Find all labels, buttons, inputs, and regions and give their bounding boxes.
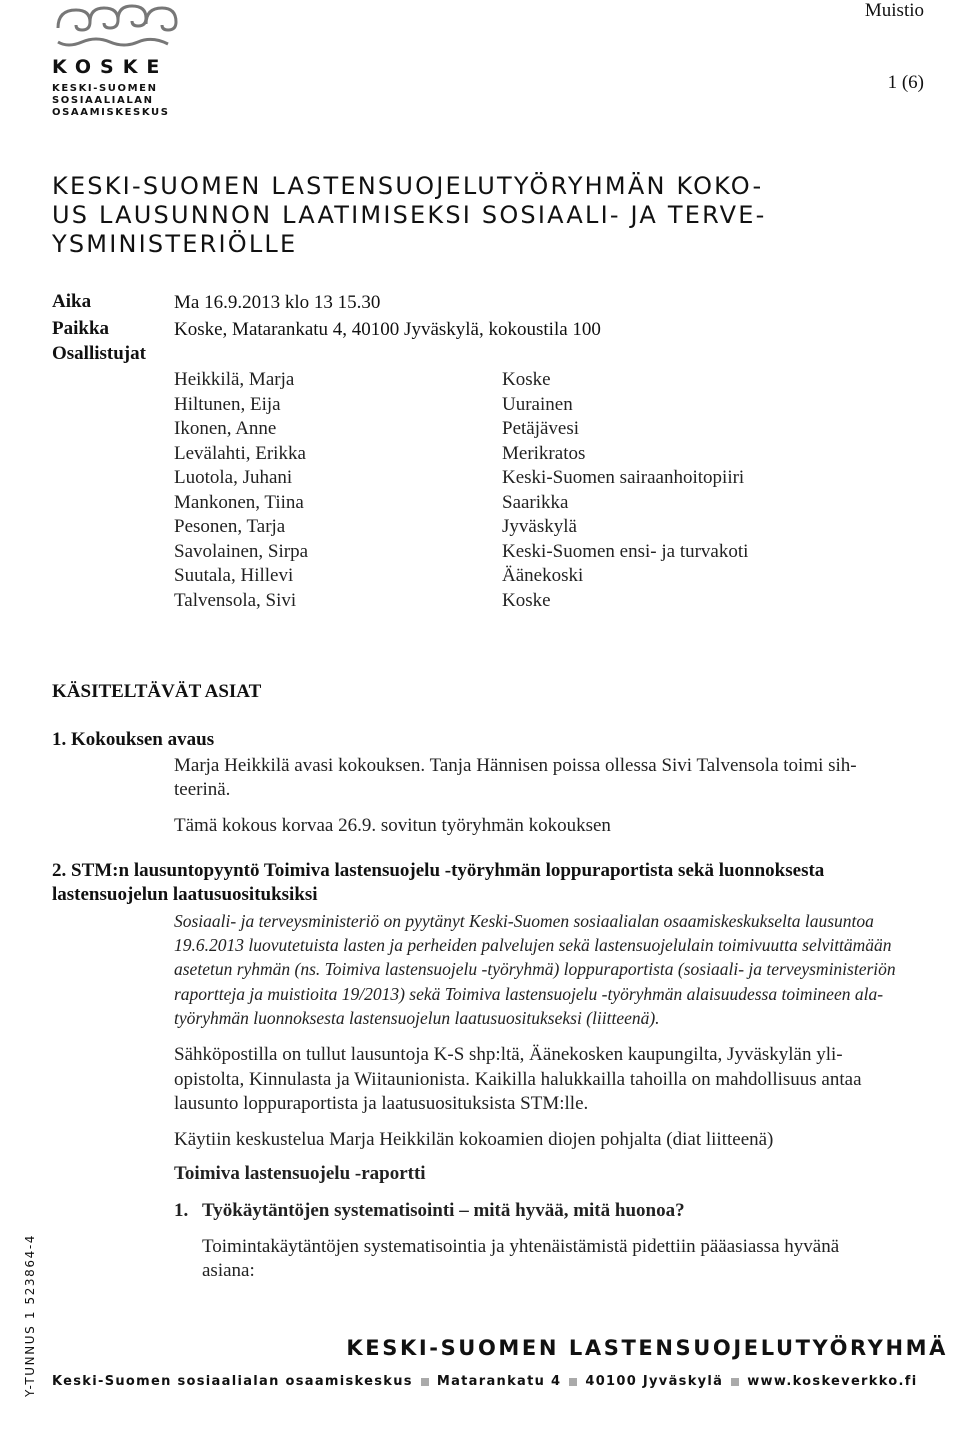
section-1-para-2: Tämä kokous korvaa 26.9. sovitun työryhmän kokouksen bbox=[174, 815, 611, 836]
section-2-italic-line-5: työryhmän luonnoksesta lastensuojelun laatusuositukseksi (liitteenä). bbox=[174, 1008, 660, 1028]
participant-name: Mankonen, Tiina bbox=[174, 492, 304, 513]
logo-line-2: SOSIAALIALAN bbox=[52, 95, 154, 106]
aika-value: Ma 16.9.2013 klo 13 15.30 bbox=[174, 292, 381, 313]
participant-org: Keski-Suomen ensi- ja turvakoti bbox=[502, 541, 749, 562]
participant-org: Keski-Suomen sairaanhoitopiiri bbox=[502, 467, 745, 488]
participant-name: Levälahti, Erikka bbox=[174, 443, 306, 464]
osallistujat-label: Osallistujat bbox=[52, 343, 146, 364]
footer-city: 40100 Jyväskylä bbox=[585, 1374, 724, 1389]
participant-name: Suutala, Hillevi bbox=[174, 565, 294, 586]
participant-name: Savolainen, Sirpa bbox=[174, 541, 309, 562]
title-line-3: YSMINISTERIÖLLE bbox=[52, 230, 298, 258]
footer-web: www.koskeverkko.fi bbox=[747, 1374, 918, 1389]
section-2-italic-line-2: 19.6.2013 luovutetuista lasten ja perheiden palvelujen sekä lastensuojelulain toimivuutta selvittämään bbox=[174, 935, 892, 955]
title-line-2: US LAUSUNNON LAATIMISEKSI SOSIAALI- JA TERVE- bbox=[52, 201, 767, 229]
footer-street: Matarankatu 4 bbox=[436, 1374, 562, 1389]
section-2-italic-line-3: asetetun ryhmän (ns. Toimiva lastensuojelu -työryhmä) loppuraportista (sosiaali- ja terveysministeriön bbox=[174, 959, 896, 979]
koske-logo bbox=[52, 0, 192, 120]
participant-name: Heikkilä, Marja bbox=[174, 369, 295, 390]
page-number: 1 (6) bbox=[887, 72, 924, 93]
participant-org: Äänekoski bbox=[502, 565, 584, 586]
participant-name: Talvensola, Sivi bbox=[174, 590, 297, 611]
separator-square-icon bbox=[731, 1378, 739, 1386]
separator-square-icon bbox=[569, 1378, 577, 1386]
section-2-title-line-2: lastensuojelun laatusuosituksiksi bbox=[52, 884, 318, 905]
agenda-heading: KÄSITELTÄVÄT ASIAT bbox=[52, 681, 262, 702]
section-2-item-number: 1. bbox=[174, 1200, 189, 1221]
section-2-subheading: Toimiva lastensuojelu -raportti bbox=[174, 1163, 426, 1184]
paikka-label: Paikka bbox=[52, 318, 110, 339]
logo-line-1: KESKI-SUOMEN bbox=[52, 83, 158, 94]
separator-square-icon bbox=[421, 1378, 429, 1386]
participant-org: Koske bbox=[502, 369, 551, 390]
section-2-para-3: Käytiin keskustelua Marja Heikkilän kokoamien diojen pohjalta (diat liitteenä) bbox=[174, 1129, 774, 1150]
section-2-item-line-1: Toimintakäytäntöjen systematisointia ja yhtenäistämistä pidettiin pääasiassa hyvänä bbox=[202, 1236, 840, 1257]
section-2-para-2-line-1: Sähköpostilla on tullut lausuntoja K-S shp:ltä, Äänekosken kaupungilta, Jyväskylän yli- bbox=[174, 1044, 843, 1065]
section-2-item-line-2: asiana: bbox=[202, 1260, 255, 1281]
section-2-italic-line-1: Sosiaali- ja terveysministeriö on pyytänyt Keski-Suomen sosiaalialan osaamiskeskukselta lausuntoa bbox=[174, 911, 874, 931]
document-type: Muistio bbox=[864, 0, 924, 21]
meander-pattern-icon bbox=[52, 2, 184, 54]
participant-org: Koske bbox=[502, 590, 551, 611]
footer-org: Keski-Suomen sosiaalialan osaamiskeskus bbox=[52, 1374, 413, 1389]
logo-line-3: OSAAMISKESKUS bbox=[52, 107, 170, 118]
title-line-1: KESKI-SUOMEN LASTENSUOJELUTYÖRYHMÄN KOKO- bbox=[52, 172, 764, 200]
participant-name: Ikonen, Anne bbox=[174, 418, 277, 439]
footer-group-name: KESKI-SUOMEN LASTENSUOJELUTYÖRYHMÄ bbox=[346, 1336, 948, 1360]
participant-org: Merikratos bbox=[502, 443, 586, 464]
section-1-para-1-line-1: Marja Heikkilä avasi kokouksen. Tanja Hännisen poissa ollessa Sivi Talvensola toimi sih- bbox=[174, 755, 857, 776]
section-2-title-line-1: 2. STM:n lausuntopyyntö Toimiva lastensuojelu -työryhmän loppuraportista sekä luonnoksesta bbox=[52, 860, 825, 881]
aika-label: Aika bbox=[52, 291, 92, 312]
section-2-para-2-line-3: lausunto loppuraportista ja laatusuosituksista STM:lle. bbox=[174, 1093, 589, 1114]
footer-contact-line bbox=[52, 1374, 947, 1389]
section-2-para-2-line-2: opistolta, Kinnulasta ja Wiitaunionista. Kaikilla halukkailla tahoilla on mahdollisuus antaa bbox=[174, 1069, 862, 1090]
participant-name: Pesonen, Tarja bbox=[174, 516, 286, 537]
participant-name: Hiltunen, Eija bbox=[174, 394, 281, 415]
participant-org: Jyväskylä bbox=[502, 516, 577, 537]
logo-wordmark: KOSKE bbox=[52, 56, 169, 78]
section-1-para-1-line-2: teerinä. bbox=[174, 779, 231, 800]
section-2-item-title: Työkäytäntöjen systematisointi – mitä hyvää, mitä huonoa? bbox=[202, 1200, 685, 1221]
participant-org: Saarikka bbox=[502, 492, 569, 513]
paikka-value: Koske, Matarankatu 4, 40100 Jyväskylä, kokoustila 100 bbox=[174, 319, 601, 340]
participant-org: Petäjävesi bbox=[502, 418, 580, 439]
document-title bbox=[52, 172, 922, 259]
participant-org: Uurainen bbox=[502, 394, 573, 415]
section-1-title: 1. Kokouksen avaus bbox=[52, 729, 215, 750]
participant-name: Luotola, Juhani bbox=[174, 467, 293, 488]
section-2-italic-line-4: raportteja ja muistioita 19/2013) sekä Toimiva lastensuojelu -työryhmän alaisuudessa toimineen ala- bbox=[174, 984, 884, 1004]
business-id: Y-TUNNUS 1 523864-4 bbox=[23, 1233, 37, 1397]
